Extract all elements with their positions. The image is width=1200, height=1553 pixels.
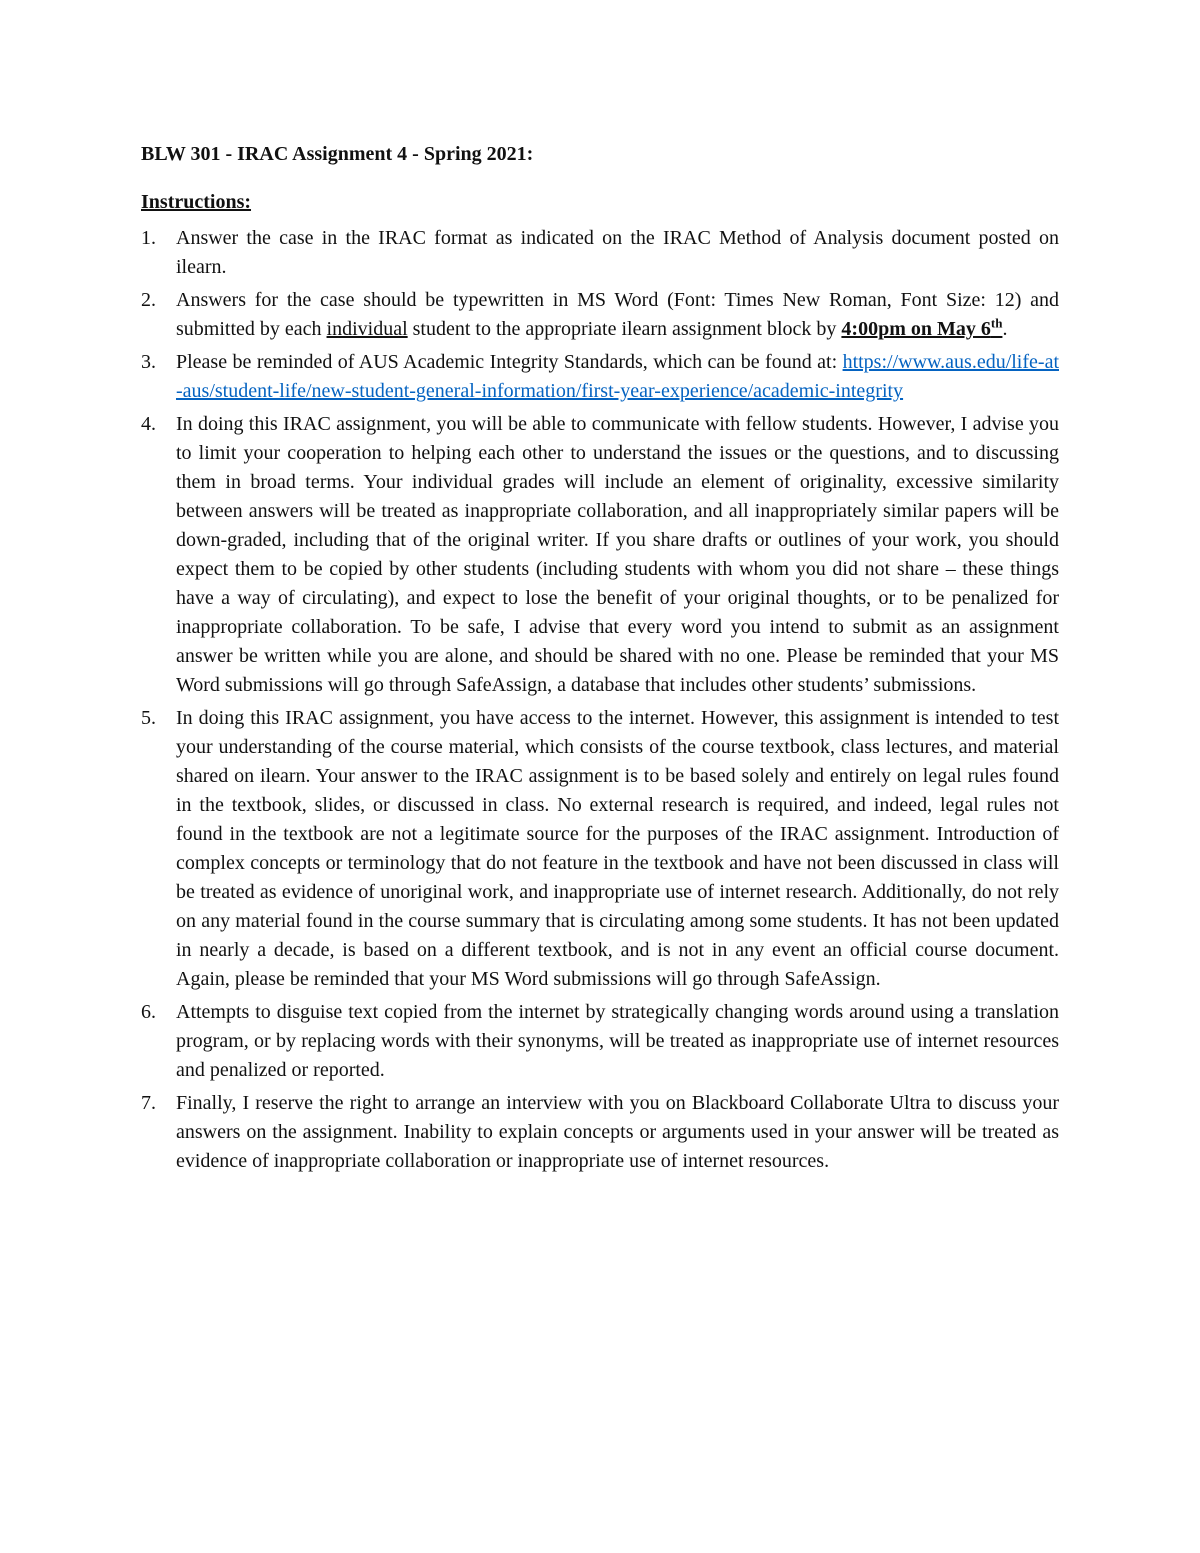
text-segment: student to the appropriate ilearn assignment block by — [407, 318, 842, 340]
list-item-number: 4. — [141, 413, 156, 435]
underlined-word: individual — [326, 318, 408, 340]
list-item — [141, 998, 1059, 1085]
list-item-number: 2. — [141, 289, 156, 311]
list-item-number: 6. — [141, 1001, 156, 1023]
list-item-text: Attempts to disguise text copied from the internet by strategically changing words around using a translation program, or by replacing words with their synonyms, will be treated as inappropriate use of internet resources and penalized or reported. — [176, 1001, 1059, 1081]
instructions-list — [141, 224, 1059, 1176]
list-item — [141, 1089, 1059, 1176]
list-item-text: In doing this IRAC assignment, you will be able to communicate with fellow students. However, I advise you to limit your cooperation to helping each other to understand the issues or the questions, and to discussing them in broad terms. Your individual grades will include an element of originality, excessive similarity between answers will be treated as inappropriate collaboration, and all inappropriately similar papers will be down-graded, including that of the original writer. If you share drafts or outlines of your work, you should expect them to be copied by other students (including students with whom you did not share – these things have a way of circulating), and expect to lose the benefit of your original thoughts, or to be penalized for inappropriate collaboration. To be safe, I advise that every word you intend to submit as an assignment answer be written while you are alone, and should be shared with no one. Please be reminded that your MS Word submissions will go through SafeAssign, a database that includes other students’ submissions. — [176, 413, 1059, 696]
document-body — [141, 140, 1059, 1180]
list-item-text — [176, 348, 1059, 406]
academic-integrity-link[interactable]: https://www.aus.edu/life-at-aus/student-life/new-student-general-information/first-year-experience/academic-integrity — [176, 351, 1059, 402]
deadline-ordinal: th — [990, 315, 1003, 331]
list-item — [141, 286, 1059, 344]
list-item-number: 7. — [141, 1092, 156, 1114]
text-segment: Please be reminded of AUS Academic Integrity Standards, which can be found at: — [176, 351, 843, 373]
list-item-text: Finally, I reserve the right to arrange an interview with you on Blackboard Collaborate Ultra to discuss your answers on the assignment. Inability to explain concepts or arguments used in your answer will be treated as evidence of inappropriate collaboration or inappropriate use of internet resources. — [176, 1092, 1059, 1172]
instructions-heading: Instructions: — [141, 191, 252, 213]
text-segment: Answers for the case should be typewritten in MS Word (Font: Times New Roman, Font Size: 12) and submitted by each — [176, 289, 1059, 340]
list-item-number: 1. — [141, 227, 156, 249]
list-item-number: 3. — [141, 351, 156, 373]
list-item — [141, 224, 1059, 282]
document-title: BLW 301 - IRAC Assignment 4 - Spring 2021: — [141, 143, 534, 165]
list-item — [141, 348, 1059, 406]
list-item-text: In doing this IRAC assignment, you have access to the internet. However, this assignment is intended to test your understanding of the course material, which consists of the course textbook, class lectures, and material shared on ilearn. Your answer to the IRAC assignment is to be based solely and entirely on legal rules found in the textbook, slides, or discussed in class. No external research is required, and indeed, legal rules not found in the textbook are not a legitimate source for the purposes of the IRAC assignment. Introduction of complex concepts or terminology that do not feature in the textbook and have not been discussed in class will be treated as evidence of unoriginal work, and inappropriate use of internet research. Additionally, do not rely on any material found in the course summary that is circulating among some students. It has not been updated in nearly a decade, is based on a different textbook, and is not in any event an official course document. Again, please be reminded that your MS Word submissions will go through SafeAssign. — [176, 707, 1059, 990]
list-item-text — [176, 286, 1059, 344]
list-item-number: 5. — [141, 707, 156, 729]
list-item-text: Answer the case in the IRAC format as indicated on the IRAC Method of Analysis document posted on ilearn. — [176, 227, 1059, 278]
deadline-text — [841, 315, 1003, 340]
list-item — [141, 410, 1059, 700]
list-item — [141, 704, 1059, 994]
deadline-date: 4:00pm on May 6 — [841, 318, 991, 340]
text-segment: . — [1002, 318, 1008, 340]
